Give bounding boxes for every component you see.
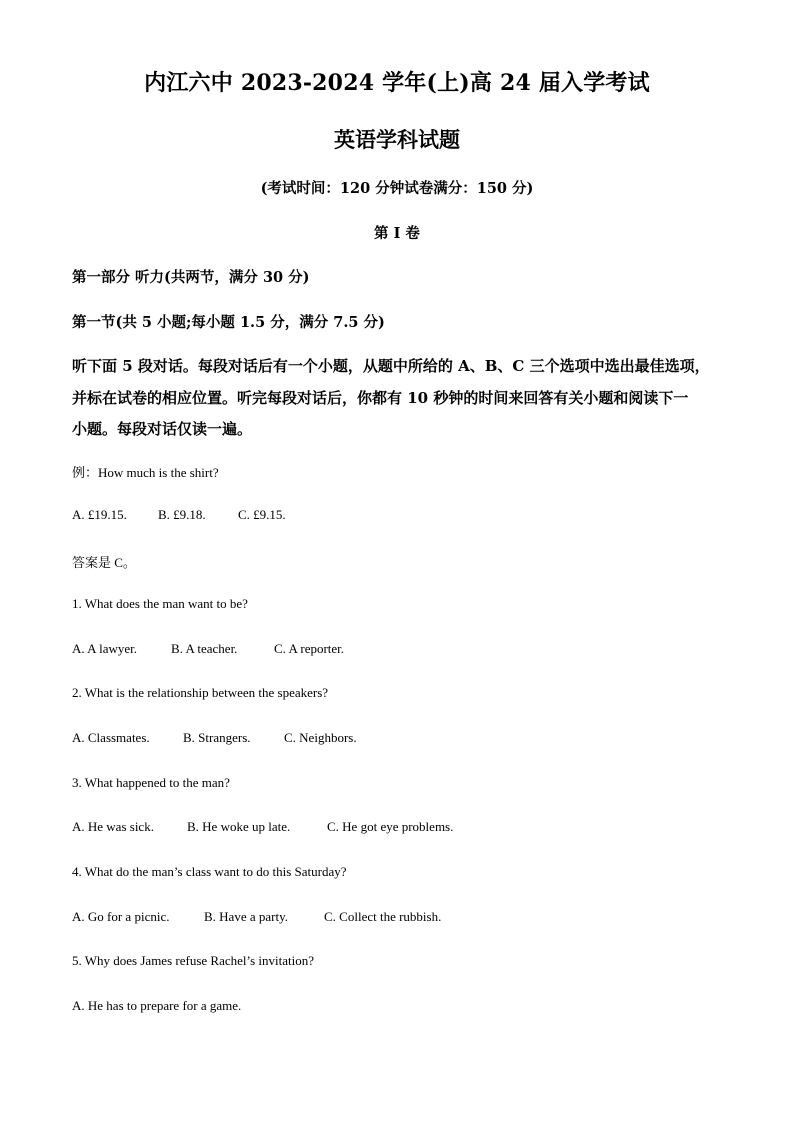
question-options	[72, 998, 241, 1014]
subject-title: 英语学科试题	[334, 127, 460, 152]
option: A. £19.15.	[72, 507, 127, 522]
option: A. He was sick.	[72, 819, 154, 834]
option: C. Neighbors.	[284, 730, 357, 745]
option: C. A reporter.	[274, 641, 345, 656]
exam-info: (考试时间：120 分钟试卷满分：150 分)	[260, 180, 534, 197]
option: B. £9.18.	[158, 507, 206, 522]
option: A. He has to prepare for a game.	[72, 998, 242, 1013]
option: C. He got eye problems.	[327, 819, 454, 834]
option: A. Go for a picnic.	[72, 909, 170, 924]
option: A. A lawyer.	[72, 641, 137, 656]
example-question: 例：How much is the shirt?	[72, 465, 219, 480]
option: C. £9.15.	[238, 507, 286, 522]
example-options	[72, 507, 286, 523]
example-answer: 答案是 C。	[72, 555, 136, 570]
question-text: 5. Why does James refuse Rachel’s invitation?	[72, 953, 315, 968]
instructions-line: 听下面 5 段对话。每段对话后有一个小题，从题中所给的 A、B、C 三个选项中选出最佳选项，	[72, 357, 710, 375]
question-text: 3. What happened to the man?	[72, 775, 230, 790]
option: B. A teacher.	[171, 641, 238, 656]
option: A. Classmates.	[72, 730, 150, 745]
volume-label: 第 I 卷	[374, 225, 420, 242]
question-text: 1. What does the man want to be?	[72, 596, 248, 611]
part-heading: 第一部分 听力(共两节，满分 30 分)	[72, 269, 310, 286]
option: B. Strangers.	[183, 730, 251, 745]
question-options	[72, 641, 344, 657]
instructions-line: 小题。每段对话仅读一遍。	[72, 420, 253, 438]
option: B. He woke up late.	[187, 819, 291, 834]
exam-title: 内江六中 2023-2024 学年(上)高 24 届入学考试	[144, 70, 650, 96]
instructions-paragraph	[72, 351, 724, 446]
instructions-line: 并标在试卷的相应位置。听完每段对话后，你都有 10 秒钟的时间来回答有关小题和阅读下一	[72, 388, 689, 407]
question-text: 4. What do the man’s class want to do this Saturday?	[72, 864, 347, 879]
question-options	[72, 730, 357, 746]
option: C. Collect the rubbish.	[324, 909, 442, 924]
question-options	[72, 819, 453, 835]
section-heading: 第一节(共 5 小题;每小题 1.5 分，满分 7.5 分)	[72, 314, 385, 331]
question-text: 2. What is the relationship between the speakers?	[72, 685, 329, 700]
question-options	[72, 909, 441, 925]
option: B. Have a party.	[204, 909, 288, 924]
